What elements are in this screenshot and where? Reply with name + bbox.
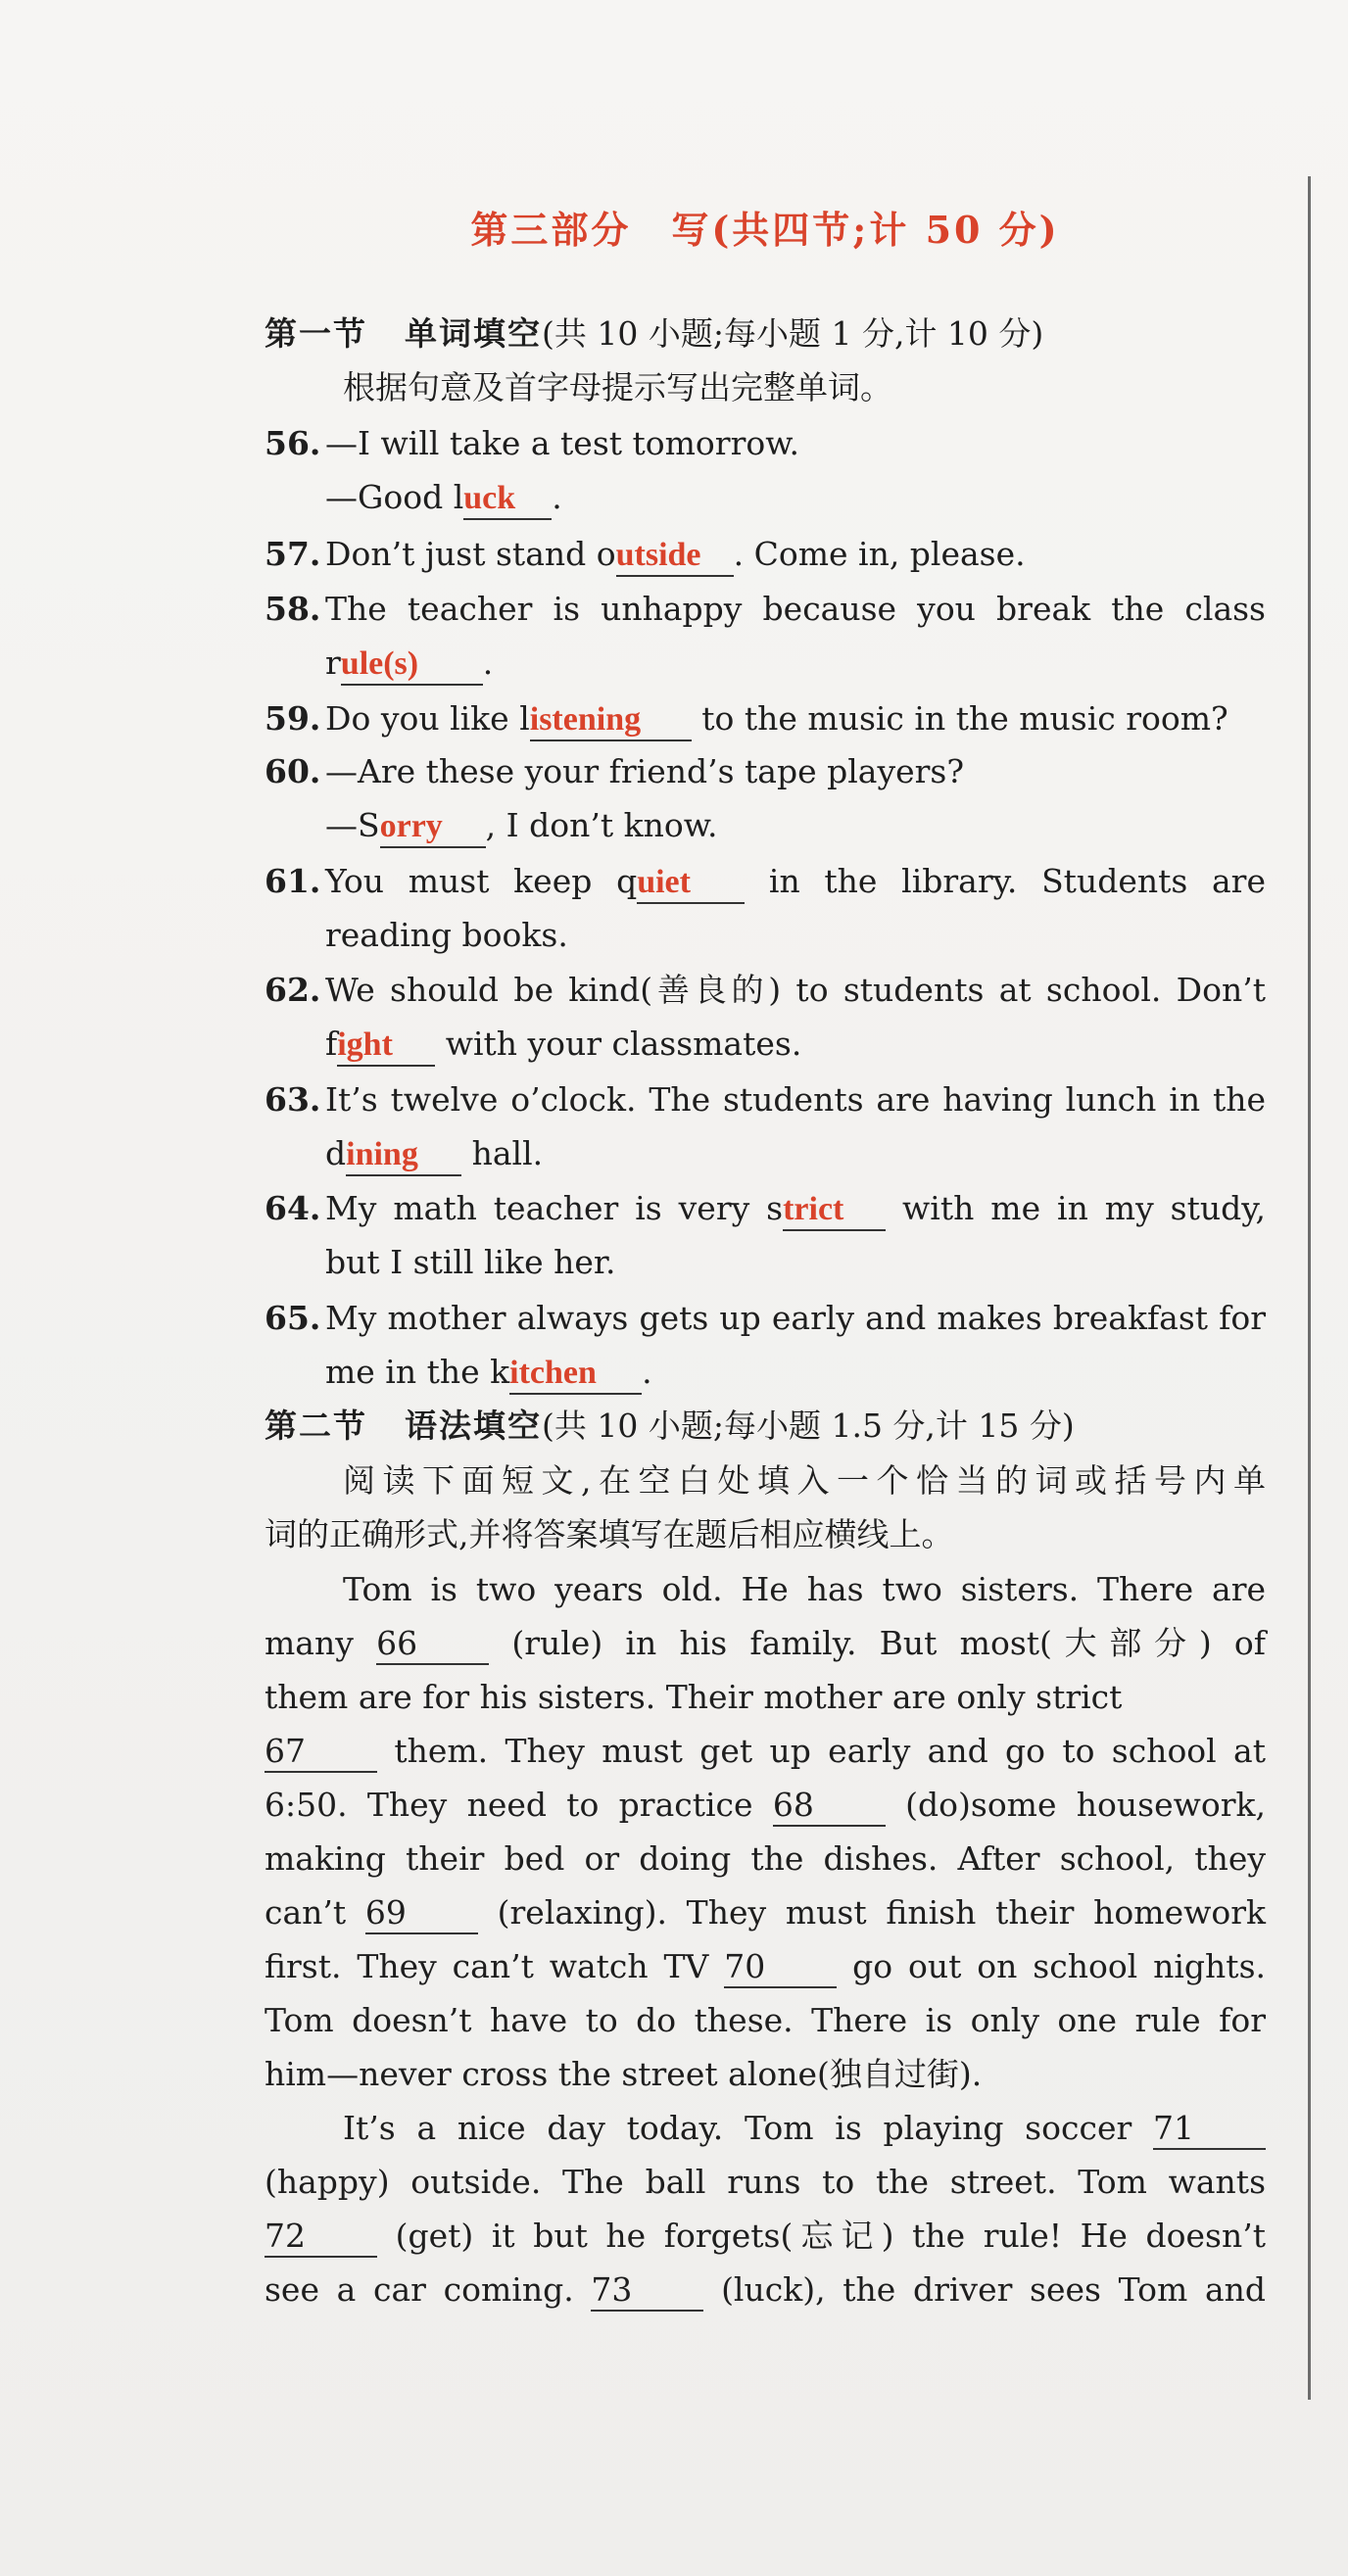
- question-text: The teacher is unhappy because you break the class: [325, 590, 1266, 628]
- question-text: —Are these your friend’s tape players?: [325, 752, 965, 790]
- question-text: My mother always gets up early and makes breakfast for: [325, 1299, 1266, 1337]
- question-text: .: [642, 1353, 652, 1391]
- answer-text: uck: [463, 480, 516, 516]
- section1-instruction: 根据句意及首字母提示写出完整单词。: [343, 368, 892, 406]
- answer-blank[interactable]: [783, 1188, 886, 1231]
- answer-blank[interactable]: [380, 805, 486, 848]
- answer-blank[interactable]: [530, 698, 692, 741]
- question-number: 61.: [265, 862, 321, 900]
- passage-line: (happy) outside. The ball runs to the street. Tom wants: [265, 2163, 1266, 2201]
- question-text: You must keep q: [325, 862, 638, 900]
- instruction-line: 阅读下面短文,在空白处填入一个恰当的词或括号内单: [343, 1461, 1266, 1500]
- question-number: 63.: [265, 1080, 321, 1119]
- answer-text: istening: [529, 701, 642, 738]
- answer-blank[interactable]: [509, 1352, 642, 1395]
- question-60: [265, 744, 1266, 852]
- question-text: Don’t just stand o: [325, 535, 616, 573]
- question-text: —I will take a test tomorrow.: [325, 424, 800, 462]
- answer-blank[interactable]: [337, 1024, 435, 1067]
- passage-text: (luck), the driver sees Tom and: [721, 2270, 1266, 2309]
- passage: [265, 1562, 1266, 2316]
- answer-text: ight: [337, 1026, 393, 1063]
- part-title: 第三部分 写(共四节;计 50 分): [470, 208, 1060, 252]
- passage-text: (relaxing). They must finish their homework: [497, 1893, 1266, 1932]
- answer-blank[interactable]: [637, 861, 745, 904]
- question-56: [265, 416, 1266, 524]
- blank-66[interactable]: 66: [376, 1624, 489, 1665]
- question-text: It’s twelve o’clock. The students are having lunch in the: [325, 1080, 1266, 1119]
- question-61: [265, 854, 1266, 962]
- passage-text: can’t: [265, 1893, 347, 1932]
- question-number: 57.: [265, 535, 321, 573]
- blank-69[interactable]: 69: [365, 1893, 478, 1934]
- question-text: d: [325, 1134, 347, 1172]
- answer-text: ining: [346, 1136, 418, 1172]
- passage-line: making their bed or doing the dishes. After school, they: [265, 1839, 1266, 1878]
- question-text: reading books.: [325, 916, 568, 954]
- section2-header: [265, 1399, 1266, 1453]
- question-text: me in the k: [325, 1353, 510, 1391]
- answer-text: orry: [379, 808, 443, 844]
- blank-72[interactable]: 72: [265, 2217, 377, 2258]
- blank-70[interactable]: 70: [724, 1947, 837, 1988]
- answer-text: ule(s): [340, 645, 419, 682]
- question-62: [265, 963, 1266, 1071]
- question-text: to the music in the music room?: [701, 699, 1228, 738]
- passage-text: see a car coming.: [265, 2270, 574, 2309]
- question-text: We should be kind(善良的) to students at school. Don’t: [325, 971, 1266, 1009]
- question-57: [265, 527, 1266, 581]
- passage-line: them are for his sisters. Their mother are only strict: [265, 1678, 1123, 1716]
- answer-text: itchen: [509, 1355, 597, 1391]
- section1-title: 第一节: [265, 314, 367, 353]
- question-number: 62.: [265, 971, 321, 1009]
- question-number: 65.: [265, 1299, 321, 1337]
- answer-text: trict: [783, 1191, 844, 1227]
- passage-line: Tom doesn’t have to do these. There is only one rule for: [265, 2001, 1266, 2039]
- question-text: f: [325, 1025, 338, 1063]
- passage-line: him—never cross the street alone(独自过街).: [265, 2055, 983, 2093]
- question-number: 60.: [265, 752, 321, 790]
- answer-blank[interactable]: [346, 1133, 461, 1176]
- question-number: 56.: [265, 424, 321, 462]
- question-text: , I don’t know.: [485, 806, 718, 844]
- question-text: but I still like her.: [325, 1243, 616, 1281]
- section2-instruction: [265, 1454, 1266, 1561]
- blank-73[interactable]: 73: [591, 2270, 703, 2312]
- answer-text: uiet: [637, 864, 691, 900]
- answer-blank[interactable]: [463, 477, 552, 520]
- section1-points: (共 10 小题;每小题 1 分,计 10 分): [542, 314, 1044, 353]
- question-text: r: [325, 644, 341, 682]
- section1-heading: 单词填空: [405, 314, 542, 353]
- passage-text: go out on school nights.: [852, 1947, 1266, 1985]
- section2-heading: 语法填空: [405, 1407, 542, 1445]
- answer-blank[interactable]: [616, 534, 734, 577]
- question-text: . Come in, please.: [733, 535, 1026, 573]
- passage-text: them. They must get up early and go to school at: [394, 1732, 1266, 1770]
- question-text: My math teacher is very s: [325, 1189, 784, 1227]
- blank-67[interactable]: 67: [265, 1732, 377, 1773]
- instruction-line: 词的正确形式,并将答案填写在题后相应横线上。: [265, 1515, 954, 1553]
- section1-header: [265, 307, 1266, 360]
- question-text: hall.: [471, 1134, 544, 1172]
- blank-71[interactable]: 71: [1153, 2109, 1266, 2150]
- question-58: [265, 582, 1266, 690]
- answer-blank[interactable]: [341, 643, 483, 686]
- section2-title: 第二节: [265, 1407, 367, 1445]
- answer-text: utside: [615, 537, 701, 573]
- question-text: in the library. Students are: [768, 862, 1266, 900]
- passage-line: Tom is two years old. He has two sisters. There are: [343, 1570, 1266, 1608]
- question-text: —Good l: [325, 478, 464, 516]
- passage-text: first. They can’t watch TV: [265, 1947, 709, 1985]
- question-text: .: [552, 478, 562, 516]
- passage-text: (rule) in his family. But most(大部分) of: [511, 1624, 1267, 1662]
- question-text: .: [482, 644, 494, 682]
- question-number: 59.: [265, 699, 321, 738]
- question-59: [265, 692, 1266, 745]
- section2-points: (共 10 小题;每小题 1.5 分,计 15 分): [542, 1407, 1075, 1445]
- passage-text: 6:50. They need to practice: [265, 1786, 753, 1824]
- passage-text: It’s a nice day today. Tom is playing soccer: [343, 2109, 1132, 2147]
- question-text: —S: [325, 806, 380, 844]
- passage-text: (get) it but he forgets(忘记) the rule! He doesn’t: [395, 2217, 1266, 2255]
- question-text: Do you like l: [325, 699, 530, 738]
- question-number: 58.: [265, 590, 321, 628]
- question-text: with me in my study,: [902, 1189, 1266, 1227]
- question-65: [265, 1291, 1266, 1399]
- blank-68[interactable]: 68: [773, 1786, 886, 1827]
- passage-text: (do)some housework,: [905, 1786, 1266, 1824]
- question-63: [265, 1073, 1266, 1180]
- question-64: [265, 1181, 1266, 1289]
- passage-text: many: [265, 1624, 354, 1662]
- margin-line: [1308, 176, 1311, 2400]
- question-text: with your classmates.: [445, 1025, 802, 1063]
- question-number: 64.: [265, 1189, 321, 1227]
